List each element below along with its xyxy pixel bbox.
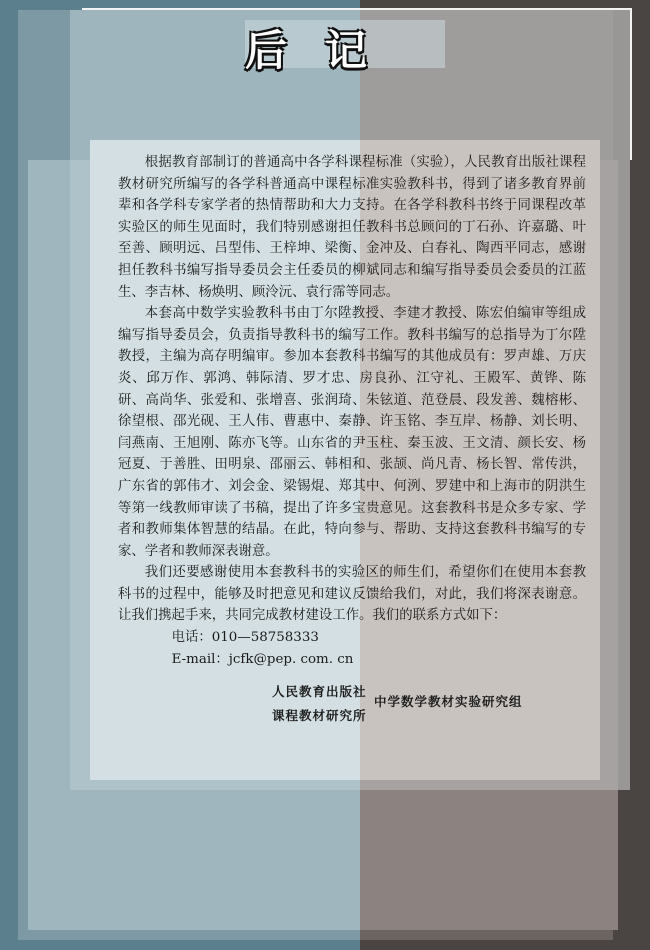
paragraph-feedback: 我们还要感谢使用本套教科书的实验区的师生们，希望你们在使用本套教科书的过程中，能够及时把意见和建议反馈给我们，对此，我们将深表谢意。让我们携起手来，共同完成教材建设工作。我们的联系方式如下： bbox=[118, 565, 586, 624]
page-title: 后记 bbox=[244, 26, 405, 75]
contact-phone: 电话：010—58758333 bbox=[171, 630, 319, 646]
signature-line-institute: 课程教材研究所 bbox=[272, 708, 367, 723]
contact-email: E-mail：jcfk@pep. com. cn bbox=[171, 651, 354, 667]
signature-publisher bbox=[272, 680, 367, 728]
paragraph-acknowledgement: 根据教育部制订的普通高中各学科课程标准（实验），人民教育出版社课程教材研究所编写的各学科普通高中课程标准实验教科书，得到了诸多教育界前辈和各学科专家学者的热情帮助和大力支持。在各学科教科书终于同课程改革实验区的师生见面时，我们特别感谢担任教科书总顾问的丁石孙、许嘉璐、叶至善、顾明远、吕型伟、王梓坤、梁衡、金冲及、白春礼、陶西平同志，感谢担任教科书编写指导委员会主任委员的柳斌同志和编写指导委员会委员的江蓝生、李吉林、杨焕明、顾泠沅、袁行霈等同志。 bbox=[118, 155, 586, 300]
paragraph-authors: 本套高中数学实验教科书由丁尔陞教授、李建才教授、陈宏伯编审等组成编写指导委员会，负责指导教科书的编写工作。教科书编写的总指导为丁尔陞教授，主编为高存明编审。参加本套教科书编写的其他成员有：罗声雄、万庆炎、邱万作、郭鸿、韩际清、罗才忠、房良孙、江守礼、王殿军、黄铧、陈研、高尚华、张爱和、张增喜、张润琦、朱铉道、范登晨、段发善、魏榕彬、徐望根、邵光砚、王人伟、曹惠中、秦静、许玉铭、李互岸、杨静、刘长明、闫燕南、王旭刚、陈亦飞等。山东省的尹玉柱、秦玉波、王文清、颜长安、杨冠夏、于善胜、田明泉、邵丽云、韩相和、张颉、尚凡青、杨长智、常传洪，广东省的郭伟才、刘会金、梁锡焜、郑其中、何洌、罗建中和上海市的阴洪生等第一线教师审读了书稿，提出了许多宝贵意见。这套教科书是众多专家、学者和教师集体智慧的结晶。在此，特向参与、帮助、支持这套教科书编写的专家、学者和教师深表谢意。 bbox=[118, 306, 586, 559]
document-body bbox=[118, 152, 586, 670]
signature-line-publisher: 人民教育出版社 bbox=[272, 684, 367, 699]
signature-group: 中学数学教材实验研究组 bbox=[374, 694, 523, 709]
